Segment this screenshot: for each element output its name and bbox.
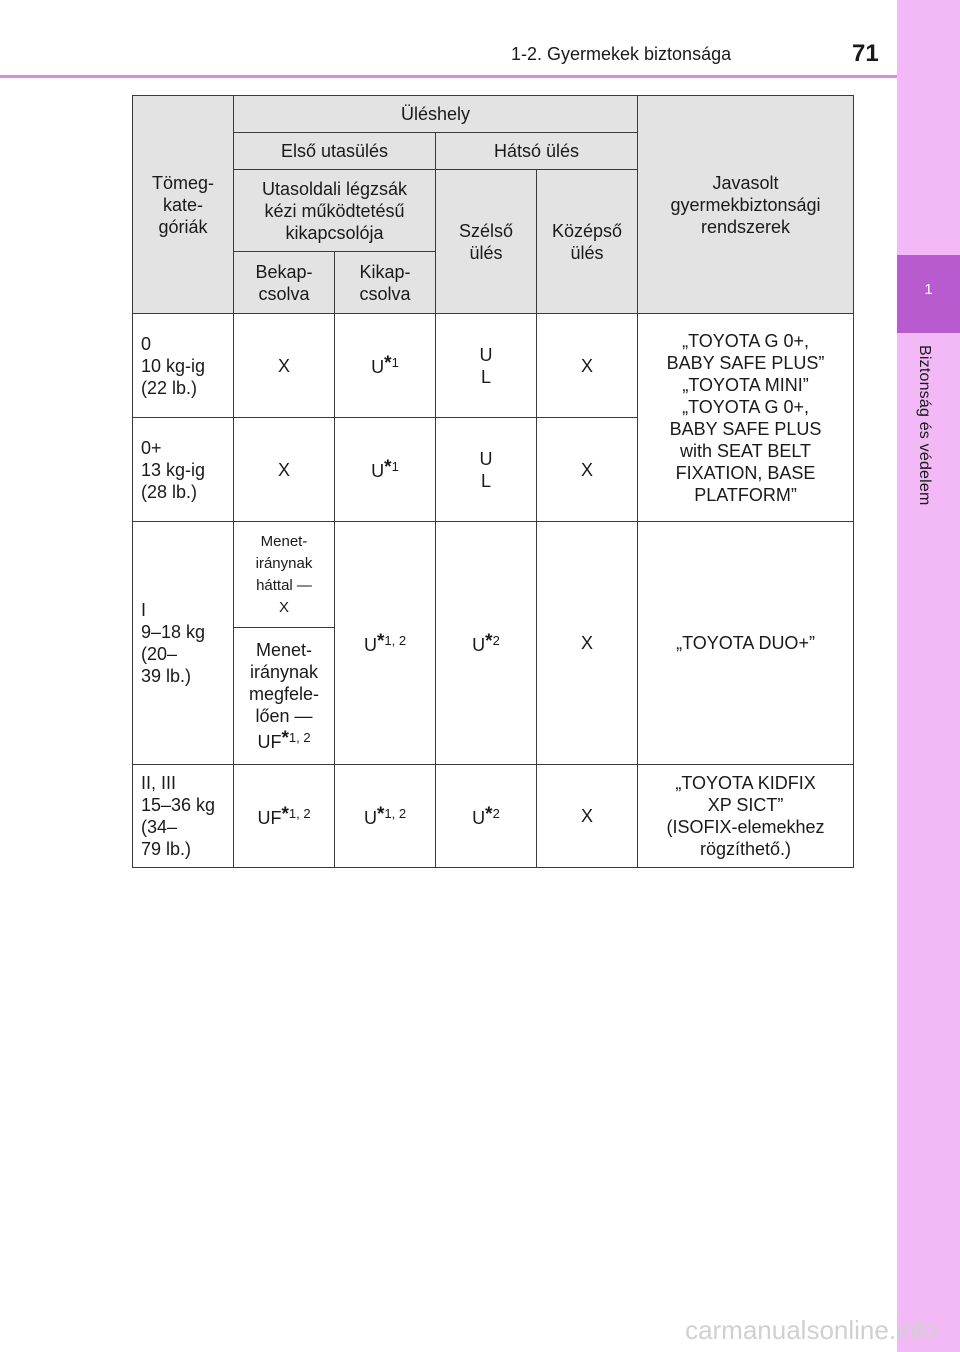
table-row <box>133 314 854 418</box>
header-rear-seat: Hátsó ülés <box>436 133 638 170</box>
header-outer-seat: Szélső ülés <box>436 170 537 314</box>
header-switch-off: Kikap- csolva <box>335 252 436 314</box>
airbag-on-cell: X <box>234 418 335 522</box>
header-recommended-systems: Javasolt gyermekbiztonsági rendszerek <box>638 96 854 314</box>
page-header-title: 1-2. Gyermekek biztonsága <box>511 44 732 64</box>
header-airbag-switch: Utasoldali légzsák kézi működtetésű kikapcsolója <box>234 170 436 252</box>
recommended-cell: „TOYOTA DUO+” <box>638 522 854 765</box>
chapter-tab-number: 1 <box>924 281 933 298</box>
outer-seat-cell: U L <box>436 314 537 418</box>
middle-seat-cell: X <box>537 522 638 765</box>
outer-seat-cell: U*$^2$ <box>436 522 537 765</box>
table-row <box>133 765 854 868</box>
weight-cell: I 9–18 kg (20– 39 lb.) <box>133 522 234 765</box>
side-strip <box>897 0 960 1352</box>
watermark: carmanualsonline.info <box>685 1315 938 1345</box>
weight-cell: II, III 15–36 kg (34– 79 lb.) <box>133 765 234 868</box>
chapter-tab[interactable] <box>897 255 960 333</box>
header-switch-on: Bekap- csolva <box>234 252 335 314</box>
airbag-off-cell: U*$^1$ <box>335 314 436 418</box>
outer-seat-cell: U L <box>436 418 537 522</box>
middle-seat-cell: X <box>537 418 638 522</box>
header-front-seat: Első utasülés <box>234 133 436 170</box>
header-weight-category: Tömeg- kate- góriák <box>133 96 234 314</box>
outer-seat-cell: U*$^2$ <box>436 765 537 868</box>
recommended-cell: „TOYOTA KIDFIX XP SICT” (ISOFIX-elemekhez rögzíthető.) <box>638 765 854 868</box>
chapter-label: Biztonság és védelem <box>916 345 933 506</box>
airbag-off-cell: U*$^1$ <box>335 418 436 522</box>
middle-seat-cell: X <box>537 765 638 868</box>
header-divider <box>0 75 897 78</box>
weight-cell: 0 10 kg-ig (22 lb.) <box>133 314 234 418</box>
rear-facing-cell: Menet- iránynak háttal — X <box>234 522 335 628</box>
child-seat-table <box>132 95 854 868</box>
recommended-cell: „TOYOTA G 0+, BABY SAFE PLUS” „TOYOTA MINI” „TOYOTA G 0+, BABY SAFE PLUS with SEAT BELT FIXATION, BASE PLATFORM” <box>638 314 854 522</box>
airbag-on-cell: X <box>234 314 335 418</box>
header-middle-seat: Középső ülés <box>537 170 638 314</box>
header-seat-position: Üléshely <box>234 96 638 133</box>
middle-seat-cell: X <box>537 314 638 418</box>
airbag-on-cell: UF*$^{1, 2}$ <box>234 765 335 868</box>
airbag-off-cell: U*$^{1, 2}$ <box>335 765 436 868</box>
airbag-off-cell: U*$^{1, 2}$ <box>335 522 436 765</box>
forward-facing-cell: Menet- iránynak megfele- lően — UF*$^{1, 2}$ <box>234 628 335 765</box>
weight-cell: 0+ 13 kg-ig (28 lb.) <box>133 418 234 522</box>
page-number: 71 <box>852 40 879 67</box>
table-row <box>133 522 854 628</box>
